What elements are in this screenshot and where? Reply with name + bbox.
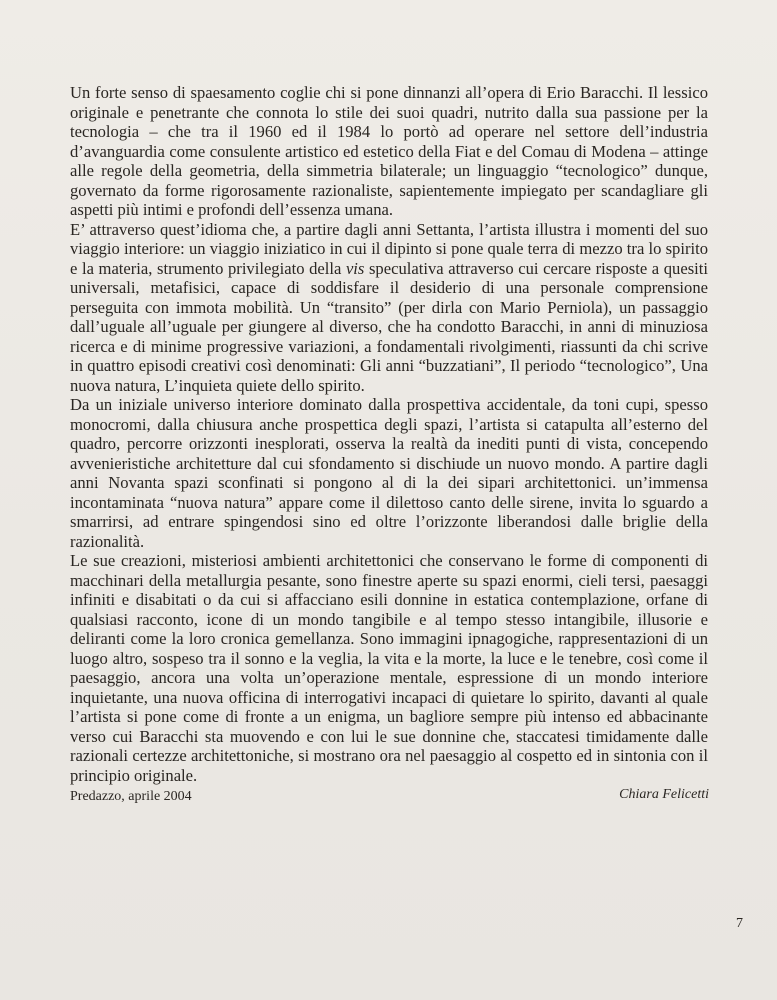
paragraph-4-text: Le sue creazioni, misteriosi ambienti architettonici che conservano le forme di componenti di macchinari della metallurgia pesante, sono finestre aperte su spazi enormi, cieli tersi, paesaggi infiniti e disabitati o da cui si affacciano esili donnine in estatica contemplazione, orfane di qualsiasi racconto, icone di un mondo tangibile e al tempo stesso intangibile, illusorie e deliranti come la loro cronica gemellanza. Sono immagini ipnagogiche, rappresentazioni di un luogo altro, sospeso tra il sonno e la veglia, la vita e la morte, la luce e le tenebre, così come il paesaggio, ancora una volta un’operazione mentale, espressione di un mondo interiore inquietante, una nuova officina di interrogativi incapaci di quietare lo spirito, davanti al quale l’artista si pone come di fronte a un enigma, un bagliore sempre più intenso ed abbacinante verso cui Baracchi sta muovendo e con lui le sue donnine che, staccatesi timidamente dalle razionali certezze architettoniche, si mostrano ora nel paesaggio al cospetto ed in sintonia con il principio originale. — [70, 551, 708, 785]
paragraph-3 — [70, 395, 708, 551]
paragraph-2 — [70, 220, 708, 396]
paragraph-4 — [70, 551, 708, 785]
paragraph-3-text: Da un iniziale universo interiore dominato dalla prospettiva accidentale, da toni cupi, spesso monocromi, dalla chiusura anche prospettica degli spazi, l’artista si catapulta all’esterno del quadro, percorre orizzonti inesplorati, osserva la realtà da inediti punti di vista, concependo avvenieristiche architetture dal cui sfondamento si dischiude un nuovo mondo. A partire dagli anni Novanta spazi sconfinati si pongono al di la dei sipari architettonici. un’immensa incontaminata “nuova natura” appare come il dilettoso canto delle sirene, invita lo sguardo a smarrirsi, ad entrare spingendosi sino ed oltre l’orizzonte liberandosi dalle briglie della razionalità. — [70, 395, 708, 551]
place-and-date: Predazzo, aprile 2004 — [70, 789, 192, 804]
paragraph-1-text: Un forte senso di spaesamento coglie chi si pone dinnanzi all’opera di Erio Baracchi. Il lessico originale e penetrante che connota lo stile dei suoi quadri, nutrito dalla sua passione per la tecnologia – che tra il 1960 ed il 1984 lo portò ad operare nel settore dell’industria d’avanguardia come consulente artistico ed estetico della Fiat e del Comau di Modena – attinge alle regole della geometria, della simmetria bilaterale; un linguaggio “tecnologico” dunque, governato da forme rigorosamente razionaliste, sapientemente impiegato per scandagliare gli aspetti più intimi e profondi dell’essenza umana. — [70, 83, 708, 219]
paragraph-2-text-a: E’ attraverso quest’idioma che, a partire dagli anni Settanta, l’artista illustra i momenti del suo viaggio interiore: un viaggio iniziatico in cui il dipinto si pone quale terra di mezzo tra lo spirito e la materia, strumento privilegiato della — [70, 219, 708, 278]
author-signature: Chiara Felicetti — [619, 787, 709, 802]
paragraph-1 — [70, 83, 708, 220]
page-number: 7 — [736, 916, 743, 931]
essay-body — [70, 83, 708, 785]
paragraph-2-italic-vis: vis — [345, 258, 365, 278]
paragraph-2-text-b: speculativa attraverso cui cercare risposte a quesiti universali, metafisici, capace di soddisfare il desiderio di una personale comprensione perseguita con immota mobilità. Un “transito” (per dirla con Mario Perniola), un passaggio dall’uguale all’uguale per giungere al diverso, che ha condotto Baracchi, in anni di minuziosa ricerca e di minime progressive variazioni, a fondamentali rivolgimenti, riassunti da chi scrive in quattro episodi creativi così denominati: Gli anni “buzzatiani”, Il periodo “tecnologico”, Una nuova natura, L’inquieta quiete dello spirito. — [70, 258, 708, 395]
